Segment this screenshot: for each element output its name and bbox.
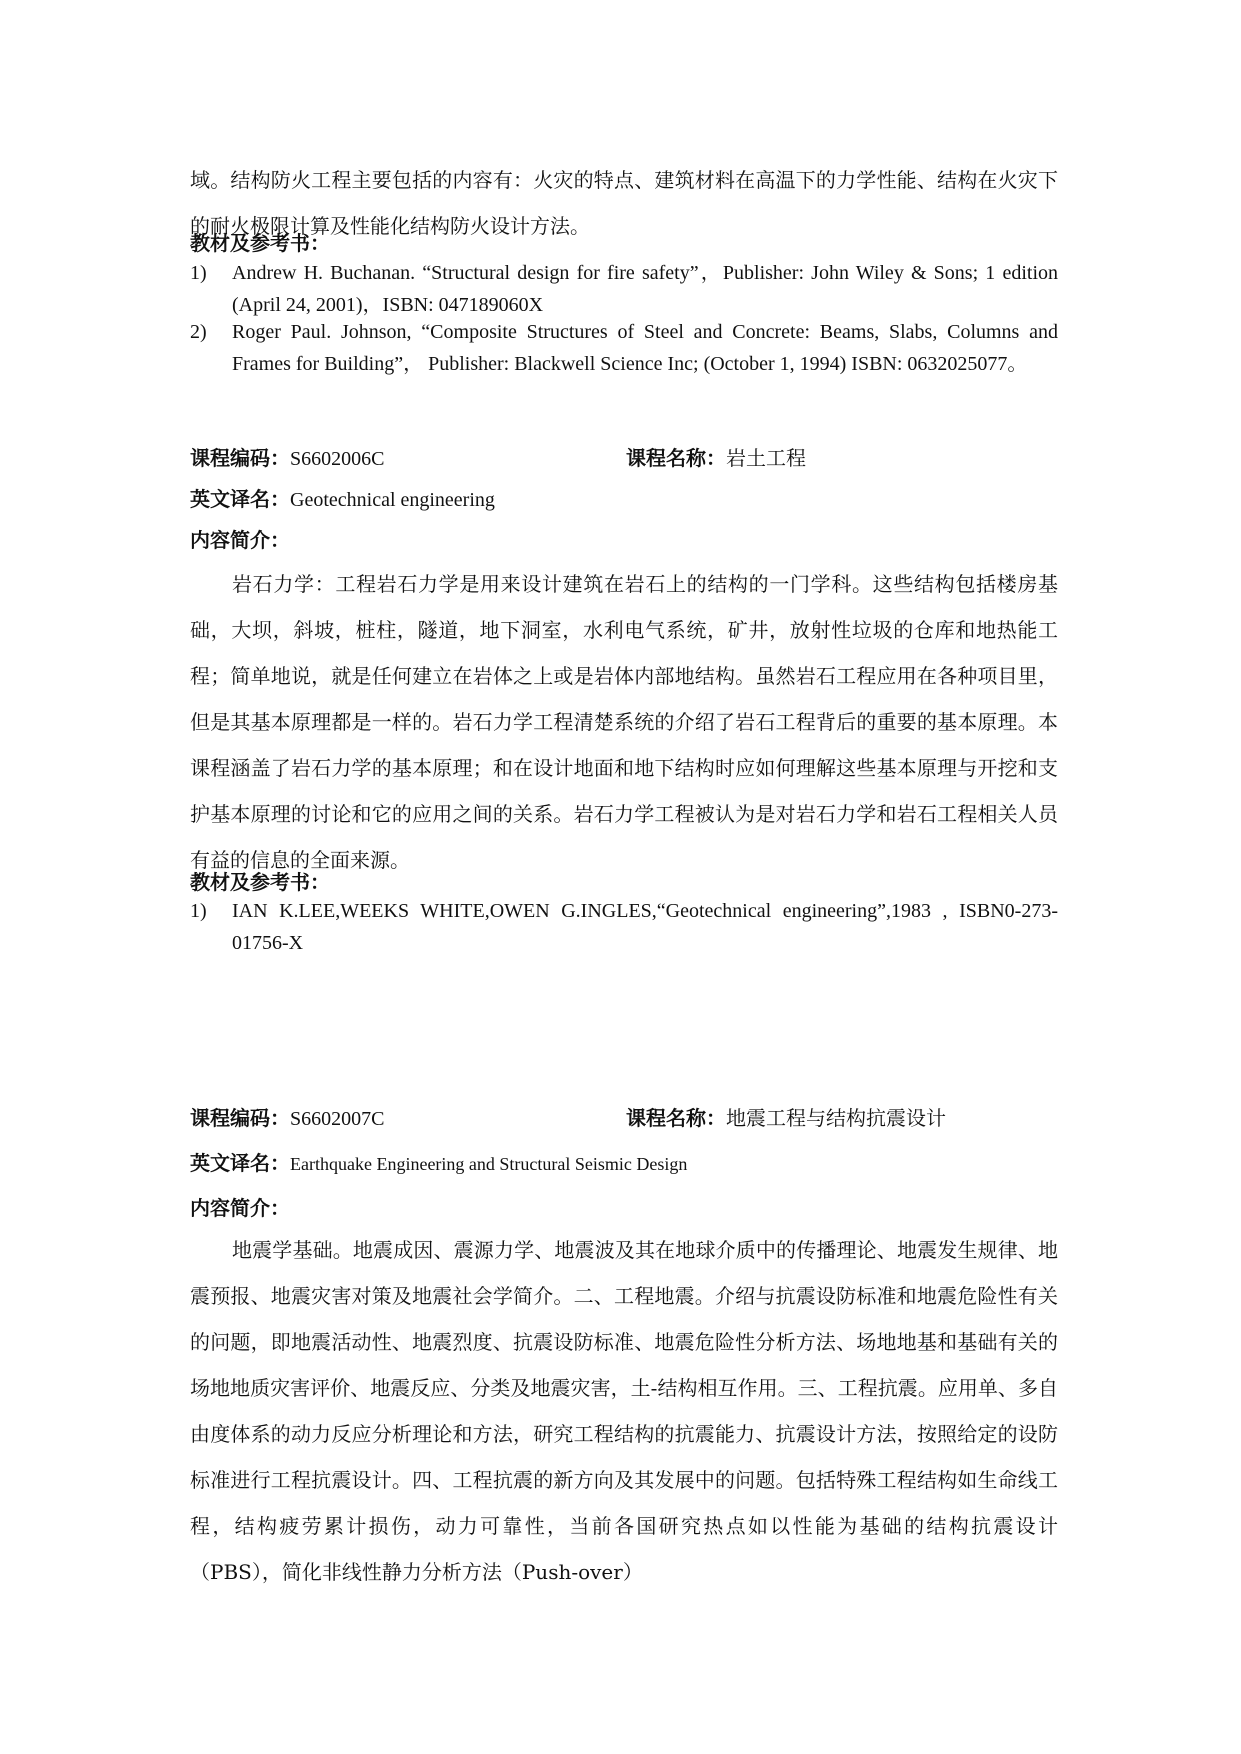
ref-number: 1) (190, 262, 207, 284)
course-name-value: 岩土工程 (726, 448, 806, 470)
course-name-label: 课程名称： (626, 1106, 726, 1130)
course-code-row (190, 1103, 384, 1134)
english-name-value: Geotechnical engineering (290, 489, 495, 511)
intro-heading: 内容简介： (190, 528, 290, 552)
english-name-label: 英文译名： (190, 487, 290, 511)
english-name-row (190, 484, 495, 515)
course-intro-paragraph: 岩石力学：工程岩石力学是用来设计建筑在岩石上的结构的一门学科。这些结构包括楼房基础，大坝，斜坡，桩柱，隧道，地下洞室，水利电气系统，矿井，放射性垃圾的仓库和地热能工程；简单地说，就是任何建立在岩体之上或是岩体内部地结构。虽然岩石工程应用在各种项目里，但是其基本原理都是一样的。岩石力学工程清楚系统的介绍了岩石工程背后的重要的基本原理。本课程涵盖了岩石力学的基本原理；和在设计地面和地下结构时应如何理解这些基本原理与开挖和支护基本原理的讨论和它的应用之间的关系。岩石力学工程被认为是对岩石力学和岩石工程相关人员有益的信息的全面来源。 (190, 572, 1058, 872)
ref-item (190, 257, 1058, 321)
intro-heading: 内容简介： (190, 1196, 290, 1220)
course-code-value: S6602006C (290, 448, 385, 470)
ref-item (190, 316, 1058, 380)
course-name-value: 地震工程与结构抗震设计 (726, 1108, 946, 1130)
english-name-label: 英文译名： (190, 1151, 290, 1175)
course-name-row (626, 443, 806, 474)
paragraph-continuation: 域。结构防火工程主要包括的内容有：火灾的特点、建筑材料在高温下的力学性能、结构在火灾下的耐火极限计算及性能化结构防火设计方法。 (190, 168, 1058, 238)
course-code-label: 课程编码： (190, 446, 290, 470)
english-name-value: Earthquake Engineering and Structural Seismic Design (290, 1154, 688, 1174)
course-code-value: S6602007C (290, 1108, 385, 1130)
course-code-label: 课程编码： (190, 1106, 290, 1130)
ref-text: IAN K.LEE,WEEKS WHITE,OWEN G.INGLES,“Geotechnical engineering”,1983 , ISBN0-273-01756-X (232, 900, 1058, 954)
course-name-row (626, 1103, 946, 1134)
ref-number: 1) (190, 900, 207, 922)
ref-item (190, 895, 1058, 959)
ref-text: Roger Paul. Johnson, “Composite Structures of Steel and Concrete: Beams, Slabs, Columns and Frames for Building”， Publisher: Blackwell Science Inc; (October 1, 1994) ISBN: 0632025077。 (232, 321, 1058, 375)
ref-number: 2) (190, 321, 207, 343)
ref-text: Andrew H. Buchanan. “Structural design for fire safety”，Publisher: John Wiley & Sons; 1 edition (April 24, 2001)，ISBN: 047189060X (232, 262, 1058, 316)
english-name-row (190, 1148, 687, 1179)
refs-heading-1: 教材及参考书： (190, 231, 330, 255)
course-intro-paragraph: 地震学基础。地震成因、震源力学、地震波及其在地球介质中的传播理论、地震发生规律、地震预报、地震灾害对策及地震社会学简介。二、工程地震。介绍与抗震设防标准和地震危险性有关的问题，即地震活动性、地震烈度、抗震设防标准、地震危险性分析方法、场地地基和基础有关的场地地质灾害评价、地震反应、分类及地震灾害，土-结构相互作用。三、工程抗震。应用单、多自由度体系的动力反应分析理论和方法，研究工程结构的抗震能力、抗震设计方法，按照给定的设防标准进行工程抗震设计。四、工程抗震的新方向及其发展中的问题。包括特殊工程结构如生命线工程，结构疲劳累计损伤，动力可靠性，当前各国研究热点如以性能为基础的结构抗震设计（PBS），简化非线性静力分析方法（Push-over） (190, 1238, 1058, 1584)
course-name-label: 课程名称： (626, 446, 726, 470)
refs-heading-2: 教材及参考书： (190, 870, 330, 894)
course-code-row (190, 443, 384, 474)
